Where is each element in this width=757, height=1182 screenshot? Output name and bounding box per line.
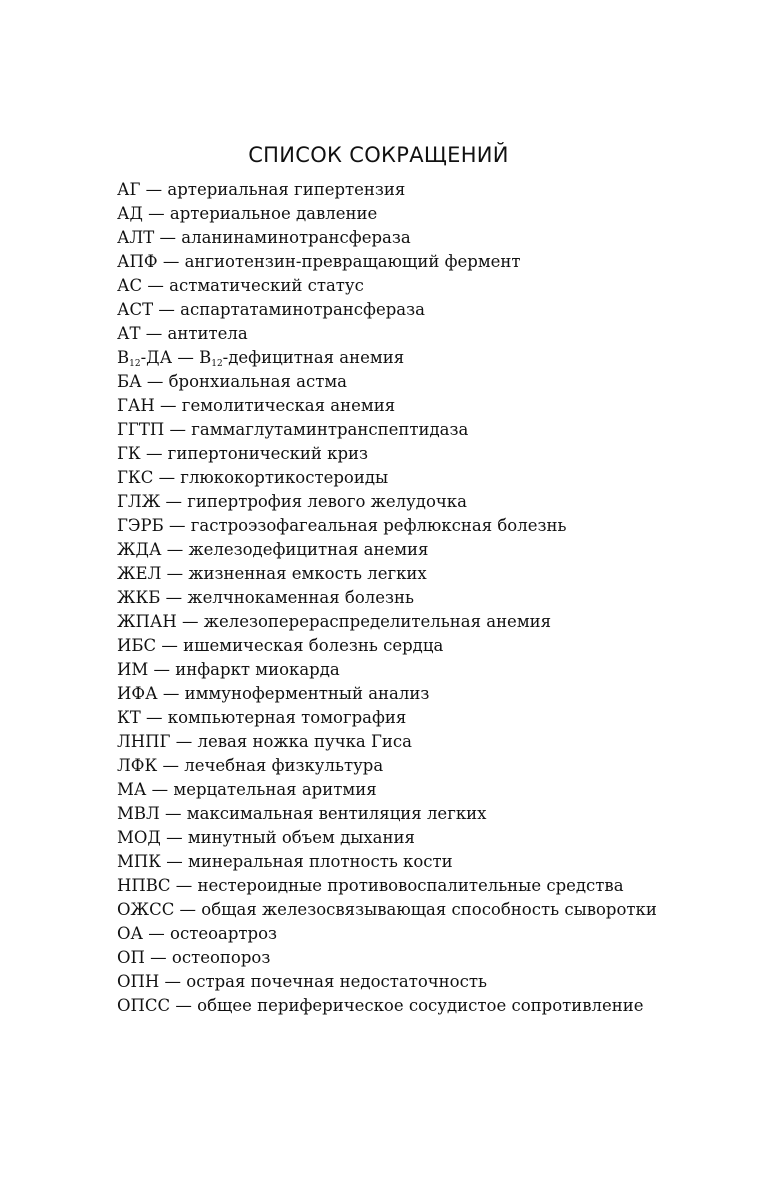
list-item: ОПСС — общее периферическое сосудистое сопротивление: [117, 996, 644, 1015]
list-item: ГЛЖ — гипертрофия левого желудочка: [117, 492, 467, 511]
list-item: КТ — компьютерная томография: [117, 708, 407, 727]
list-item: АГ — артериальная гипертензия: [117, 180, 406, 199]
list-item: ЖКБ — желчнокаменная болезнь: [117, 588, 415, 607]
list-item-b12: $В_{12}-ДА$ — $В_{12}$-дефицитная анемия: [117, 348, 405, 369]
list-item: ЖПАН — железоперераспределительная анемия: [117, 612, 552, 631]
list-item: ГЭРБ — гастроэзофагеальная рефлюксная болезнь: [117, 516, 567, 535]
list-item: МОД — минутный объем дыхания: [117, 828, 415, 847]
list-item: ГГТП — гаммаглутаминтранспептидаза: [117, 420, 469, 439]
list-item: МПК — минеральная плотность кости: [117, 852, 453, 871]
list-item: НПВС — нестероидные противовоспалительные средства: [117, 876, 624, 895]
list-item: ЖДА — железодефицитная анемия: [117, 540, 429, 559]
list-item: АД — артериальное давление: [117, 204, 378, 223]
list-item: ГК — гипертонический криз: [117, 444, 369, 463]
list-item: АТ — антитела: [117, 324, 248, 343]
list-item: ИФА — иммуноферментный анализ: [117, 684, 430, 703]
list-item: ОЖСС — общая железосвязывающая способность сыворотки: [117, 900, 657, 919]
list-item: АЛТ — аланинаминотрансфераза: [117, 228, 411, 247]
list-item: ОПН — острая почечная недостаточность: [117, 972, 487, 991]
list-item: ГАН — гемолитическая анемия: [117, 396, 396, 415]
list-item: БА — бронхиальная астма: [117, 372, 348, 391]
list-item: МВЛ — максимальная вентиляция легких: [117, 804, 487, 823]
list-item: ИБС — ишемическая болезнь сердца: [117, 636, 444, 655]
abbreviation-list: [84, 178, 674, 1018]
list-item: ГКС — глюкокортикостероиды: [117, 468, 389, 487]
page-title: СПИСОК СОКРАЩЕНИЙ: [248, 143, 509, 167]
list-item: ЛНПГ — левая ножка пучка Гиса: [117, 732, 413, 751]
list-item: ЖЕЛ — жизненная емкость легких: [117, 564, 427, 583]
list-item: ЛФК — лечебная физкультура: [117, 756, 384, 775]
list-item: АПФ — ангиотензин-превращающий фермент: [117, 252, 521, 271]
list-item: МА — мерцательная аритмия: [117, 780, 377, 799]
list-item: АСТ — аспартатаминотрансфераза: [117, 300, 425, 319]
list-item: ОА — остеоартроз: [117, 924, 278, 943]
list-item: ОП — остеопороз: [117, 948, 271, 967]
list-item: ИМ — инфаркт миокарда: [117, 660, 340, 679]
list-item: АС — астматический статус: [117, 276, 364, 295]
